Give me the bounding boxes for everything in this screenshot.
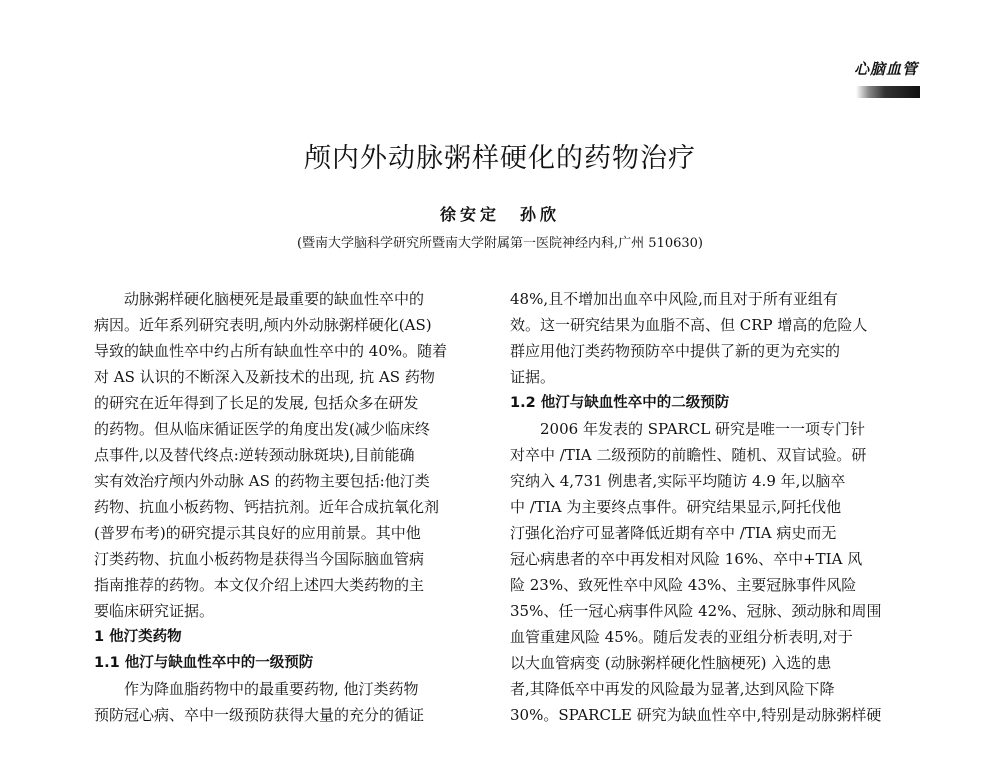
- article-title: 颅内外动脉粥样硬化的药物治疗: [304, 143, 696, 174]
- body-text-line: 以大血管病变 (动脉粥样硬化性脑梗死) 入选的患: [510, 654, 832, 672]
- body-text-line: 者,其降低卒中再发的风险最为显著,达到风险下降: [510, 680, 835, 698]
- left-column: [94, 286, 494, 728]
- right-column: [510, 286, 910, 728]
- section-heading: 1.2 他汀与缺血性卒中的二级预防: [510, 395, 730, 411]
- body-text-line: 实有效治疗颅内外动脉 AS 的药物主要包括:他汀类: [94, 472, 430, 490]
- body-text-line: 险 23%、致死性卒中风险 43%、主要冠脉事件风险: [510, 576, 857, 594]
- section-heading: 1 他汀类药物: [94, 629, 182, 645]
- body-text-line: 预防冠心病、卒中一级预防获得大量的充分的循证: [94, 706, 425, 724]
- body-text-line: 群应用他汀类药物预防卒中提供了新的更为充实的: [510, 342, 841, 360]
- body-text-line: (普罗布考)的研究提示其良好的应用前景。其中他: [94, 524, 421, 542]
- body-text-line: 效。这一研究结果为血脂不高、但 CRP 增高的危险人: [510, 316, 868, 334]
- body-text-line: 点事件,以及替代终点:逆转颈动脉斑块),目前能确: [94, 446, 415, 464]
- body-text-line: 病因。近年系列研究表明,颅内外动脉粥样硬化(AS): [94, 316, 432, 334]
- body-text-line: 血管重建风险 45%。随后发表的亚组分析表明,对于: [510, 628, 853, 646]
- body-text-line: 48%,且不增加出血卒中风险,而且对于所有亚组有: [510, 290, 838, 308]
- body-text-line: 中 /TIA 为主要终点事件。研究结果显示,阿托伐他: [510, 498, 842, 516]
- body-text-line: 究纳入 4,731 例患者,实际平均随访 4.9 年,以脑卒: [510, 472, 846, 490]
- body-text-line: 汀强化治疗可显著降低近期有卒中 /TIA 病史而无: [510, 524, 837, 542]
- body-text-line: 药物、抗血小板药物、钙拮抗剂。近年合成抗氧化剂: [94, 498, 440, 516]
- running-head-bar: [856, 86, 920, 98]
- running-head: 心脑血管: [853, 60, 918, 78]
- section-heading: 1.1 他汀与缺血性卒中的一级预防: [94, 655, 314, 671]
- body-text-line: 的研究在近年得到了长足的发展, 包括众多在研发: [94, 394, 419, 412]
- body-text-line: 的药物。但从临床循证医学的角度出发(减少临床终: [94, 420, 430, 438]
- body-text-line: 2006 年发表的 SPARCL 研究是唯一一项专门针: [540, 420, 866, 438]
- body-text-line: 要临床研究证据。: [94, 602, 215, 620]
- body-text-line: 动脉粥样硬化脑梗死是最重要的缺血性卒中的: [124, 290, 425, 308]
- article-affiliation: (暨南大学脑科学研究所暨南大学附属第一医院神经内科,广州 510630): [296, 236, 704, 251]
- body-text-line: 对 AS 认识的不断深入及新技术的出现, 抗 AS 药物: [94, 368, 435, 386]
- body-text-line: 证据。: [510, 368, 556, 386]
- body-text-line: 导致的缺血性卒中约占所有缺血性卒中的 40%。随着: [94, 342, 448, 360]
- body-text-line: 35%、任一冠心病事件风险 42%、冠脉、颈动脉和周围: [510, 602, 882, 620]
- body-text-line: 冠心病患者的卒中再发相对风险 16%、卒中+TIA 风: [510, 550, 863, 568]
- body-text-line: 指南推荐的药物。本文仅介绍上述四大类药物的主: [94, 576, 425, 594]
- body-text-line: 对卒中 /TIA 二级预防的前瞻性、随机、双盲试验。研: [510, 446, 867, 464]
- body-text-line: 30%。SPARCLE 研究为缺血性卒中,特别是动脉粥样硬: [510, 706, 882, 724]
- body-text-line: 作为降血脂药物中的最重要药物, 他汀类药物: [124, 680, 419, 698]
- body-text-line: 汀类药物、抗血小板药物是获得当今国际脑血管病: [94, 550, 425, 568]
- article-authors: 徐安定 孙欣: [439, 205, 560, 224]
